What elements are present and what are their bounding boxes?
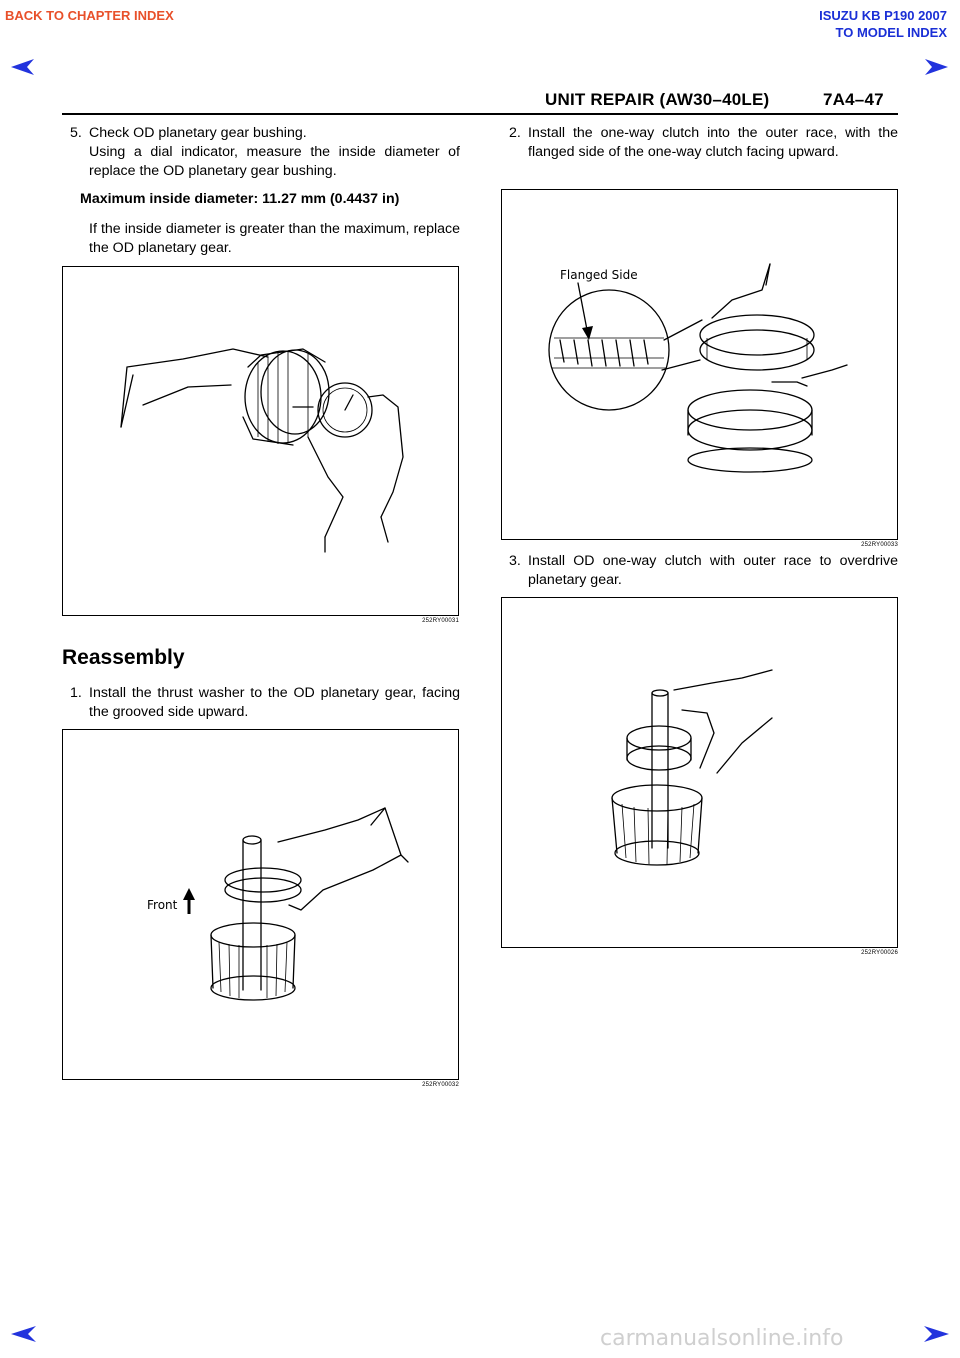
figure-4-code: 252RY00026 xyxy=(861,950,898,956)
replacement-note: If the inside diameter is greater than the maximum, replace the OD planetary gear. xyxy=(89,221,460,256)
figure-1-code: 252RY00031 xyxy=(422,618,459,624)
step-text: Install the thrust washer to the OD planetary gear, facing the grooved side upward. xyxy=(89,685,460,720)
step-text: Install the one-way clutch into the outer race, with the flanged side of the one-way clutch facing upward. xyxy=(528,125,898,160)
step-2-one-way-clutch xyxy=(509,124,898,162)
thrust-washer-illustration xyxy=(63,730,458,1079)
figure-dial-indicator xyxy=(62,266,459,616)
step-text: Install OD one-way clutch with outer race to overdrive planetary gear. xyxy=(528,553,898,588)
previous-page-arrow-icon[interactable] xyxy=(10,1325,38,1343)
step-number: 2. xyxy=(509,125,521,141)
flanged-side-illustration xyxy=(502,190,897,539)
step-5-check-bushing xyxy=(70,124,460,181)
page-number: 7A4–47 xyxy=(823,90,884,109)
next-page-arrow-icon[interactable] xyxy=(922,1325,950,1343)
page-header-title: UNIT REPAIR (AW30–40LE) xyxy=(545,90,770,109)
figure-3-code: 252RY00033 xyxy=(861,542,898,548)
max-diameter-spec: Maximum inside diameter: 11.27 mm (0.4437 in) xyxy=(80,191,400,207)
figure-2-code: 252RY00032 xyxy=(422,1082,459,1088)
step-number: 5. xyxy=(70,125,82,141)
watermark: carmanualsonline.info xyxy=(600,1326,844,1351)
step-text-detail: Using a dial indicator, measure the inside diameter of replace the OD planetary gear bushing. xyxy=(89,144,460,179)
step-number: 1. xyxy=(70,685,82,701)
step-text: Check OD planetary gear bushing. xyxy=(89,125,307,141)
od-one-way-clutch-illustration xyxy=(502,598,897,947)
dial-indicator-illustration xyxy=(63,267,458,615)
step-number: 3. xyxy=(509,553,521,569)
front-label: Front xyxy=(147,898,178,912)
figure-flanged-side xyxy=(501,189,898,540)
flanged-side-label: Flanged Side xyxy=(560,268,638,282)
header-rule xyxy=(62,113,898,115)
section-heading-reassembly: Reassembly xyxy=(62,646,185,669)
figure-od-one-way-clutch xyxy=(501,597,898,948)
step-3-od-one-way-clutch xyxy=(509,552,898,590)
figure-thrust-washer xyxy=(62,729,459,1080)
to-model-index-link[interactable]: TO MODEL INDEX xyxy=(835,25,947,40)
model-title-link[interactable]: ISUZU KB P190 2007 xyxy=(819,8,947,23)
back-to-chapter-index-link[interactable]: BACK TO CHAPTER INDEX xyxy=(5,8,174,23)
next-page-arrow-icon[interactable] xyxy=(923,58,949,76)
previous-page-arrow-icon[interactable] xyxy=(10,58,36,76)
step-1-thrust-washer xyxy=(70,684,460,722)
